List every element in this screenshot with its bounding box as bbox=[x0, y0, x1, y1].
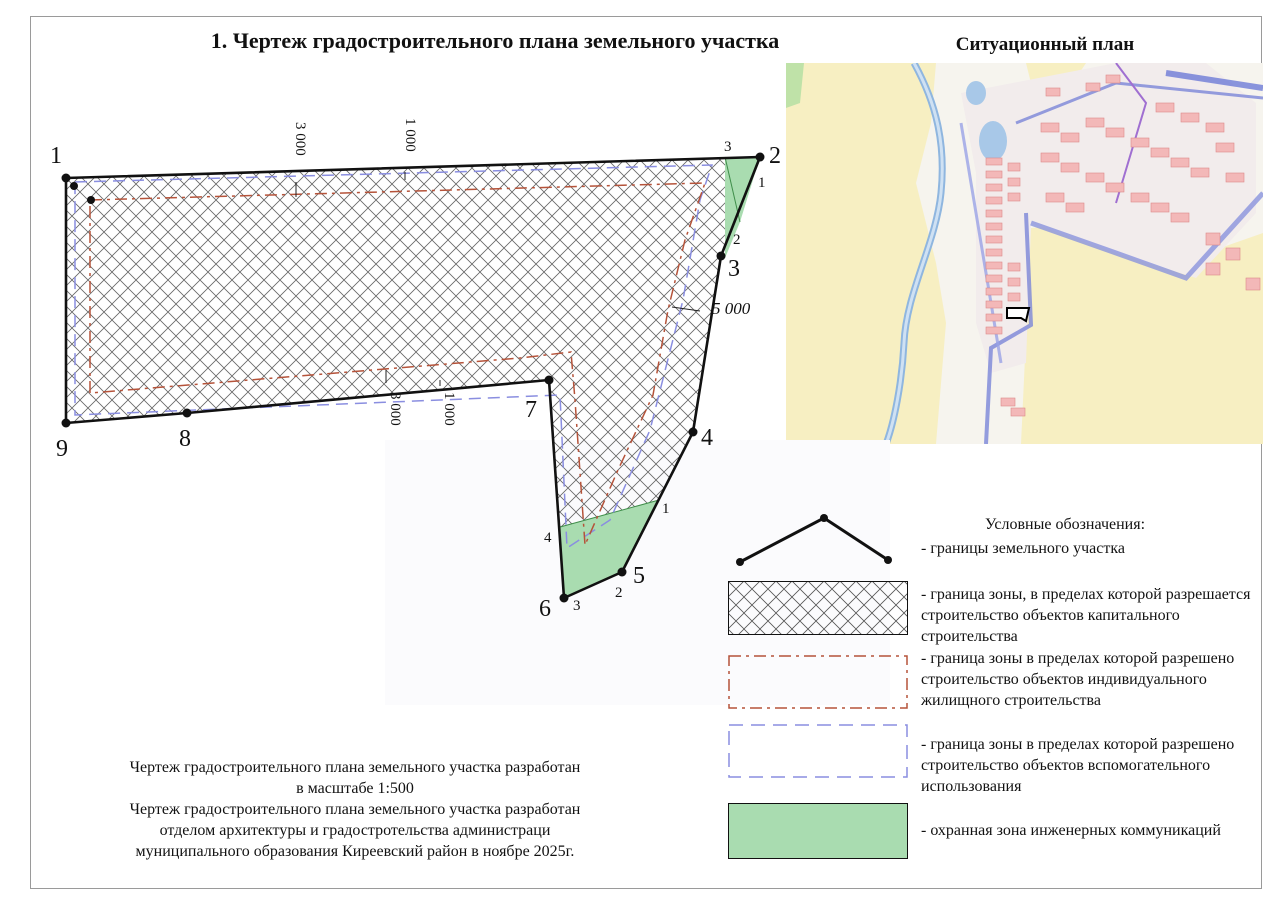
legend-symbol-ijs-zone bbox=[728, 655, 908, 709]
situation-plan-title: Ситуационный план bbox=[955, 34, 1135, 55]
note-line: в масштабе 1:500 bbox=[296, 780, 414, 797]
zone-point-label: 4 bbox=[544, 530, 552, 546]
dimension-label: 5 000 bbox=[712, 299, 751, 318]
point-label: 6 bbox=[539, 596, 551, 622]
legend-symbol-protection-zone bbox=[728, 803, 908, 859]
zone-point-label: 3 bbox=[573, 598, 581, 614]
zone-point-label: 1 bbox=[758, 175, 766, 191]
dimension-label: 3 000 bbox=[387, 392, 403, 426]
note-line: муниципального образования Киреевский район в ноябре 2025г. bbox=[135, 843, 575, 860]
point-label: 3 bbox=[728, 256, 740, 282]
point-label: 1 bbox=[50, 143, 62, 169]
dimension-label: 1 000 bbox=[402, 118, 418, 152]
legend-symbol-auxiliary-zone bbox=[728, 724, 908, 778]
legend-text-capital-zone: - граница зоны, в пределах которой разрешается строительство объектов капитального строительства bbox=[921, 586, 1251, 645]
zone-point-label: 1 bbox=[662, 501, 670, 517]
point-label: 5 bbox=[633, 563, 645, 589]
legend-symbol-plot-boundary bbox=[728, 510, 900, 570]
point-label: 4 bbox=[701, 425, 713, 451]
legend-text-ijs-zone: - граница зоны в пределах которой разрешено строительство объектов индивидуального жилищного строительства bbox=[921, 650, 1235, 709]
point-label: 2 bbox=[769, 143, 781, 169]
dimension-label: 3 000 bbox=[292, 122, 308, 156]
legend-text-auxiliary-zone: - граница зоны в пределах которой разрешено строительство объектов вспомогательного использования bbox=[921, 736, 1235, 795]
legend-text-plot-boundary: - границы земельного участка bbox=[921, 540, 1125, 557]
legend-title: Условные обозначения: bbox=[985, 516, 1146, 533]
note-line: отделом архитектуры и градостротельства администраци bbox=[159, 822, 551, 839]
point-label: 7 bbox=[525, 397, 537, 423]
point-label: 9 bbox=[56, 436, 68, 462]
zone-point-label: 3 bbox=[724, 139, 732, 155]
note-line: Чертеж градостроительного плана земельного участка разработан bbox=[129, 801, 581, 818]
note-line: Чертеж градостроительного плана земельного участка разработан bbox=[129, 759, 581, 776]
zone-point-label: 2 bbox=[615, 585, 623, 601]
zone-point-label: 2 bbox=[733, 232, 741, 248]
legend-text-protection-zone: - охранная зона инженерных коммуникаций bbox=[921, 822, 1221, 839]
dimension-label: 1 000 bbox=[441, 392, 457, 426]
legend-symbol-capital-zone bbox=[728, 581, 908, 635]
page-title: 1. Чертеж градостроительного плана земельного участка bbox=[210, 28, 780, 53]
drawing-note bbox=[60, 757, 650, 862]
point-label: 8 bbox=[179, 426, 191, 452]
